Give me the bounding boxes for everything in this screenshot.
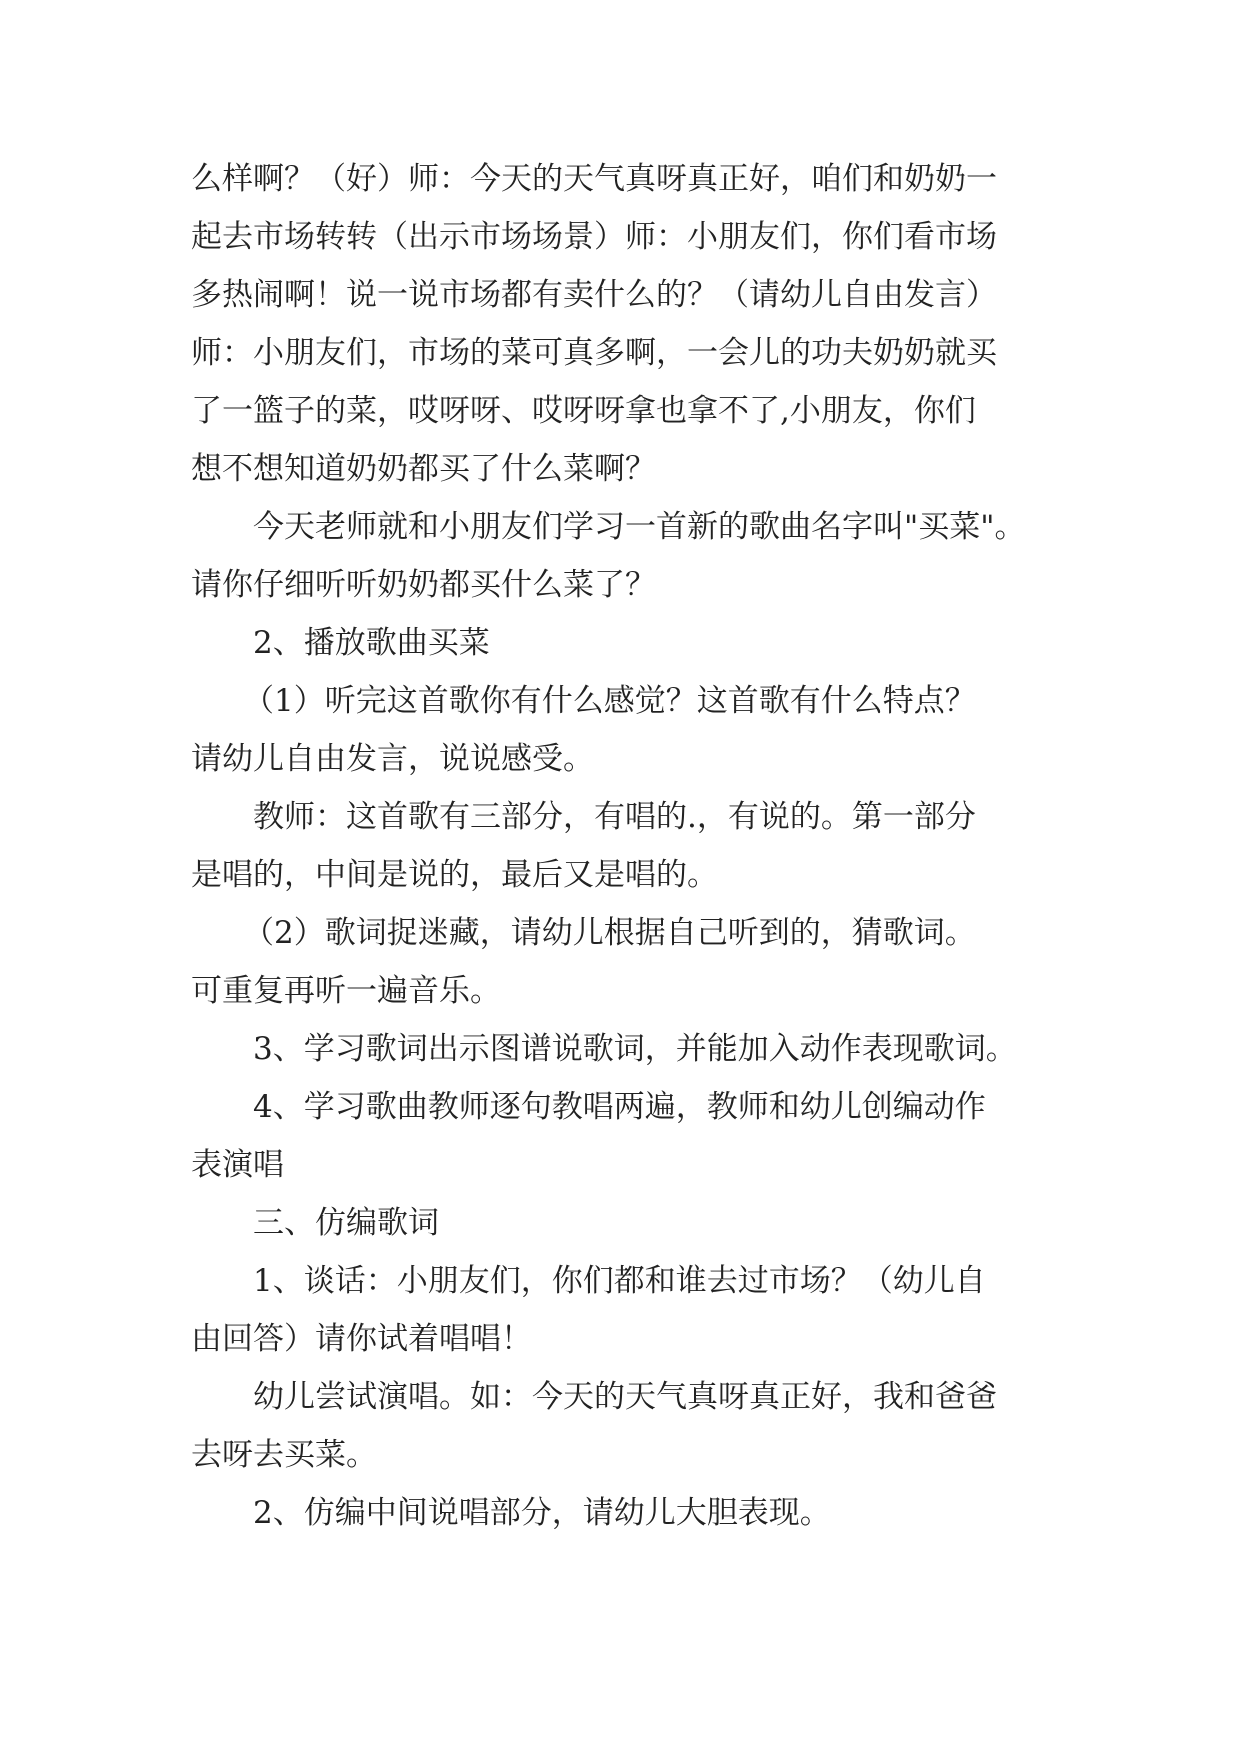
numbered-item: 1、谈话：小朋友们，你们都和谁去过市场？（幼儿自 [253,1263,986,1299]
paragraph-first-line: 幼儿尝试演唱。如：今天的天气真呀真正好，我和爸爸 [253,1379,997,1415]
section-heading: 4、学习歌曲教师逐句教唱两遍，教师和幼儿创编动作 [253,1089,986,1125]
numbered-item: （1）听完这首歌你有什么感觉？这首歌有什么特点？ [243,683,976,719]
text-line: 起去市场转转（出示市场场景）师：小朋友们，你们看市场 [191,219,997,255]
section-heading: 3、学习歌词出示图谱说歌词，并能加入动作表现歌词。 [253,1031,1017,1067]
paragraph-first-line: 今天老师就和小朋友们学习一首新的歌曲名字叫"买菜"。 [253,509,1026,545]
text-line: 去呀去买菜。 [191,1437,377,1473]
text-line: 了一篮子的菜，哎呀呀、哎呀呀拿也拿不了,小朋友，你们 [191,393,976,429]
paragraph-first-line: 教师：这首歌有三部分，有唱的.，有说的。第一部分 [253,799,976,835]
text-line: 表演唱 [191,1147,284,1183]
text-line: 请幼儿自由发言，说说感受。 [191,741,594,777]
text-line: 师：小朋友们，市场的菜可真多啊，一会儿的功夫奶奶就买 [191,335,997,371]
text-line: 由回答）请你试着唱唱！ [191,1321,532,1357]
document-body [191,150,1071,1542]
text-line: 么样啊？（好）师：今天的天气真呀真正好，咱们和奶奶一 [191,161,997,197]
text-line: 请你仔细听听奶奶都买什么菜了？ [191,567,656,603]
text-line: 多热闹啊！说一说市场都有卖什么的？（请幼儿自由发言） [191,277,997,313]
section-heading: 三、仿编歌词 [253,1205,439,1241]
text-line: 可重复再听一遍音乐。 [191,973,501,1009]
text-line: 是唱的，中间是说的，最后又是唱的。 [191,857,718,893]
text-block [191,150,1071,1542]
numbered-item: 2、仿编中间说唱部分，请幼儿大胆表现。 [253,1495,831,1531]
numbered-item: （2）歌词捉迷藏，请幼儿根据自己听到的，猜歌词。 [243,915,976,951]
text-line: 想不想知道奶奶都买了什么菜啊？ [191,451,656,487]
section-heading: 2、播放歌曲买菜 [253,625,490,661]
